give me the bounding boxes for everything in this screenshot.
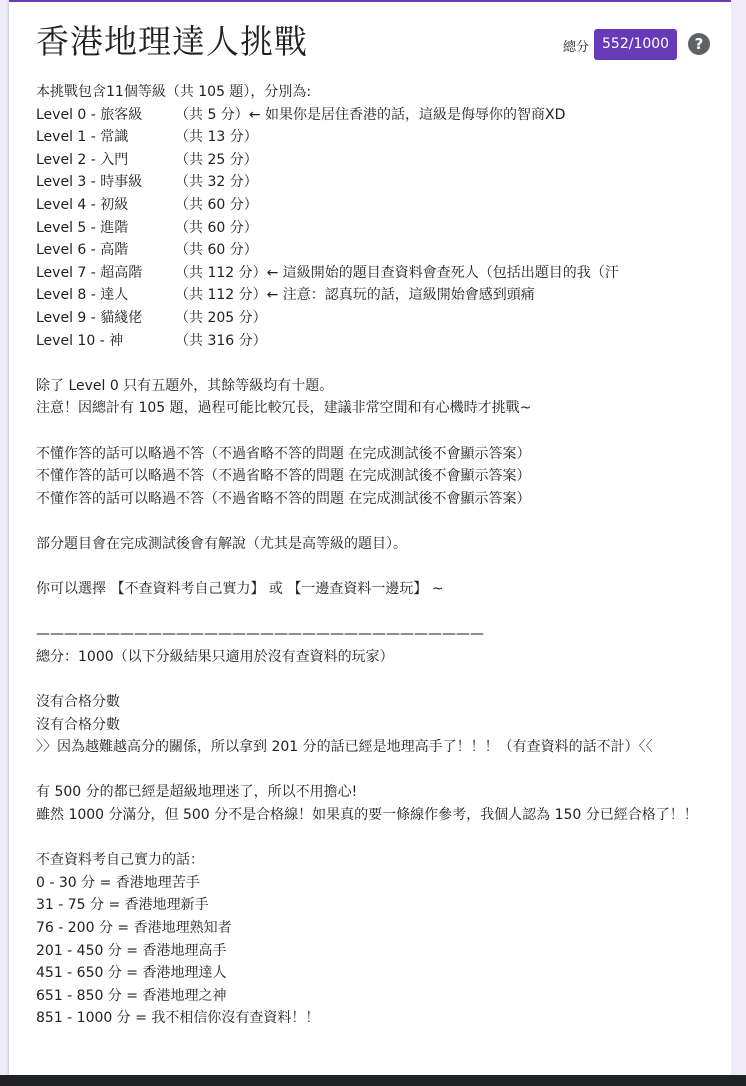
level-points: （共 205 分） xyxy=(175,309,267,326)
form-header xyxy=(9,2,731,74)
form-card xyxy=(9,0,731,1077)
ranking-item: 451 - 650 分 = 香港地理達人 xyxy=(36,965,227,982)
skip-note: 不懂作答的話可以略過不答（不過省略不答的問題 在完成測試後不會顯示答案） xyxy=(36,445,531,462)
level-row xyxy=(36,262,722,285)
description-line: 雖然 1000 分滿分，但 500 分不是合格線！如果真的要一條線作參考，我個人認為 150 分已經合格了！！ xyxy=(36,807,698,823)
level-row xyxy=(36,217,722,240)
level-name: Level 6 - 高階 xyxy=(36,242,129,259)
level-row xyxy=(36,330,722,353)
level-points: （共 112 分） xyxy=(175,264,267,281)
level-note: ← 這級開始的題目查資料會查死人（包括出題目的我（汗 xyxy=(266,264,619,281)
level-name: Level 2 - 入門 xyxy=(36,151,129,168)
help-circle-icon[interactable]: ? xyxy=(688,33,710,55)
pass-line: 沒有合格分數 xyxy=(36,694,120,711)
level-name: Level 8 - 達人 xyxy=(36,287,129,304)
level-note: ← 如果你是居住香港的話，這級是侮辱你的智商XD xyxy=(248,106,566,123)
level-name: Level 10 - 神 xyxy=(36,332,124,349)
level-row xyxy=(36,104,722,127)
page-scrollbar[interactable] xyxy=(731,0,746,1075)
hint-text: 〉〉因為越難越高分的關係，所以拿到 201 分的話已經是地理高手了！！！（有查資料的話不計）〈〈 xyxy=(36,739,653,756)
ranking-item: 851 - 1000 分 = 我不相信你沒有查資料！！ xyxy=(36,1010,320,1027)
level-points: （共 60 分） xyxy=(175,196,258,213)
level-points: （共 60 分） xyxy=(175,219,258,236)
form-title: 香港地理達人挑戰 xyxy=(36,22,308,61)
level-name: Level 7 - 超高階 xyxy=(36,264,143,281)
level-name: Level 3 - 時事級 xyxy=(36,174,143,191)
ranking-title: 不查資料考自己實力的話： xyxy=(36,852,204,869)
bottom-bar xyxy=(0,1075,746,1086)
level-row xyxy=(36,307,722,330)
level-points: （共 112 分） xyxy=(175,287,267,304)
choice-note: 你可以選擇 【不查資料考自己實力】 或 【一邊查資料一邊玩】 ~ xyxy=(36,581,444,598)
level-points: （共 32 分） xyxy=(175,174,258,191)
level-points: （共 13 分） xyxy=(175,129,258,146)
pass-line: 沒有合格分數 xyxy=(36,716,120,733)
level-row xyxy=(36,284,722,307)
score-label: 總分 xyxy=(563,40,590,55)
description-line: 除了 Level 0 只有五題外，其餘等級均有十題。 xyxy=(36,377,334,394)
level-points: （共 60 分） xyxy=(175,242,258,259)
level-note: ← 注意：認真玩的話，這級開始會感到頭痛 xyxy=(266,287,535,304)
level-row xyxy=(36,126,722,149)
explain-note: 部分題目會在完成測試後會有解說（尤其是高等級的題目）。 xyxy=(36,535,407,552)
level-name: Level 0 - 旅客級 xyxy=(36,106,143,123)
ranking-item: 76 - 200 分 = 香港地理熟知者 xyxy=(36,919,232,936)
total-note: 總分：1000（以下分級結果只適用於沒有查資料的玩家） xyxy=(36,648,394,665)
level-name: Level 1 - 常識 xyxy=(36,129,129,146)
skip-note: 不懂作答的話可以略過不答（不過省略不答的問題 在完成測試後不會顯示答案） xyxy=(36,490,531,507)
text-divider: ———————————————————————————————— xyxy=(36,626,484,643)
skip-note: 不懂作答的話可以略過不答（不過省略不答的問題 在完成測試後不會顯示答案） xyxy=(36,468,531,485)
level-row xyxy=(36,194,722,217)
intro-text: 本挑戰包含11個等級（共 105 題），分別為: xyxy=(36,84,312,100)
level-points: （共 316 分） xyxy=(175,332,267,349)
score-badge: 552/1000 xyxy=(594,29,677,60)
ranking-item: 201 - 450 分 = 香港地理高手 xyxy=(36,942,227,959)
description-line: 有 500 分的都已經是超級地理迷了，所以不用擔心! xyxy=(36,784,358,801)
level-list xyxy=(36,104,722,353)
level-row xyxy=(36,171,722,194)
level-points: （共 25 分） xyxy=(175,151,258,168)
level-row xyxy=(36,149,722,172)
ranking-item: 31 - 75 分 = 香港地理新手 xyxy=(36,897,209,914)
ranking-item: 0 - 30 分 = 香港地理苦手 xyxy=(36,874,200,891)
ranking-item: 651 - 850 分 = 香港地理之神 xyxy=(36,987,227,1004)
level-name: Level 5 - 進階 xyxy=(36,219,129,236)
form-description xyxy=(36,81,722,1030)
description-line: 注意！因總計有 105 題，過程可能比較冗長，建議非常空閒和有心機時才挑戰~ xyxy=(36,400,532,417)
level-name: Level 4 - 初級 xyxy=(36,196,129,213)
level-name: Level 9 - 貓綫佬 xyxy=(36,309,143,326)
level-row xyxy=(36,239,722,262)
level-points: （共 5 分） xyxy=(175,106,249,123)
